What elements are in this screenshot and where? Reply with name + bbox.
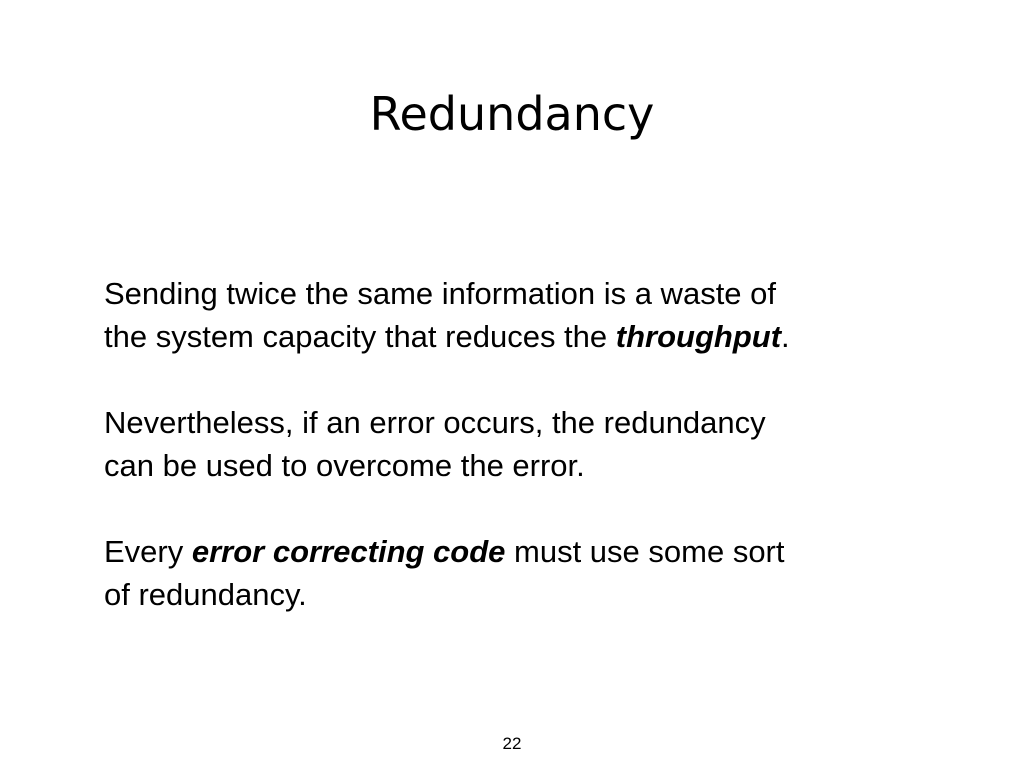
paragraph-error-correcting-code — [104, 530, 944, 616]
slide-title: Redundancy — [369, 86, 655, 141]
text-run: . — [781, 319, 790, 354]
paragraph-line: can be used to overcome the error. — [104, 448, 585, 483]
paragraph-line: Sending twice the same information is a waste of — [104, 276, 777, 311]
text-run: must use some sort — [505, 534, 785, 569]
paragraph-line: of redundancy. — [104, 577, 307, 612]
paragraph-nevertheless — [104, 401, 944, 487]
paragraph-line — [104, 315, 944, 358]
emphasized-term-error-correcting-code: error correcting code — [191, 534, 506, 569]
paragraph-line — [104, 530, 944, 573]
text-run: the system capacity that reduces the — [104, 319, 616, 354]
slide-body — [104, 272, 944, 616]
text-run: Every — [104, 534, 192, 569]
page-number: 22 — [502, 734, 522, 753]
paragraph-throughput — [104, 272, 944, 358]
emphasized-term-throughput: throughput — [615, 319, 782, 354]
paragraph-line: Nevertheless, if an error occurs, the redundancy — [104, 405, 766, 440]
